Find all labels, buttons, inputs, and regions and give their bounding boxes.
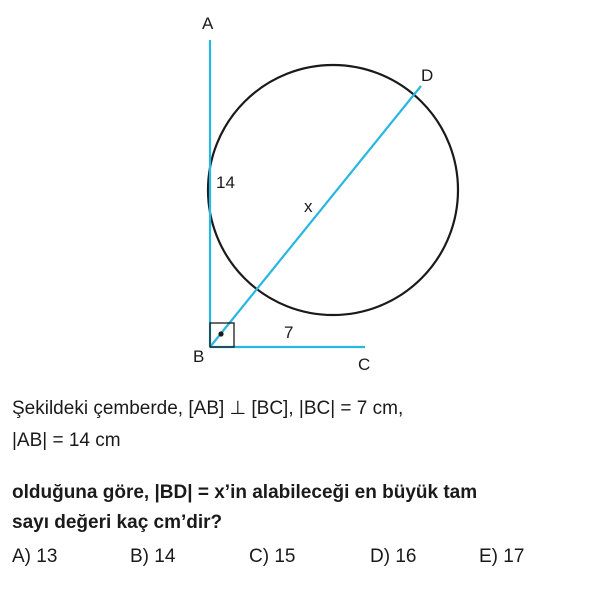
given-line-1: Şekildeki çemberde, [AB] ⊥ [BC], |BC| = 7 cm,	[12, 398, 404, 419]
segment-label-bd: x	[304, 197, 313, 216]
question-line-1: olduğuna göre, |BD| = x’in alabileceği en büyük tam	[12, 482, 478, 503]
problem-question	[12, 478, 587, 538]
choice-c[interactable]: C) 15	[249, 546, 296, 567]
answer-choices	[12, 546, 582, 576]
point-label-d: D	[421, 66, 434, 85]
segment-bd	[210, 86, 421, 347]
point-label-c: C	[358, 355, 371, 374]
given-line-2: |AB| = 14 cm	[12, 430, 121, 451]
choice-b[interactable]: B) 14	[130, 546, 176, 567]
problem-given	[12, 397, 587, 453]
choice-e[interactable]: E) 17	[479, 546, 525, 567]
circle	[208, 65, 458, 315]
point-label-a: A	[202, 14, 214, 33]
segment-label-bc: 7	[284, 323, 294, 342]
right-angle-dot	[218, 331, 223, 336]
question-line-2: sayı değeri kaç cm’dir?	[12, 512, 223, 533]
segment-label-ab: 14	[216, 173, 235, 192]
choice-d[interactable]: D) 16	[370, 546, 417, 567]
choice-a[interactable]: A) 13	[12, 546, 58, 567]
point-label-b: B	[193, 347, 205, 366]
